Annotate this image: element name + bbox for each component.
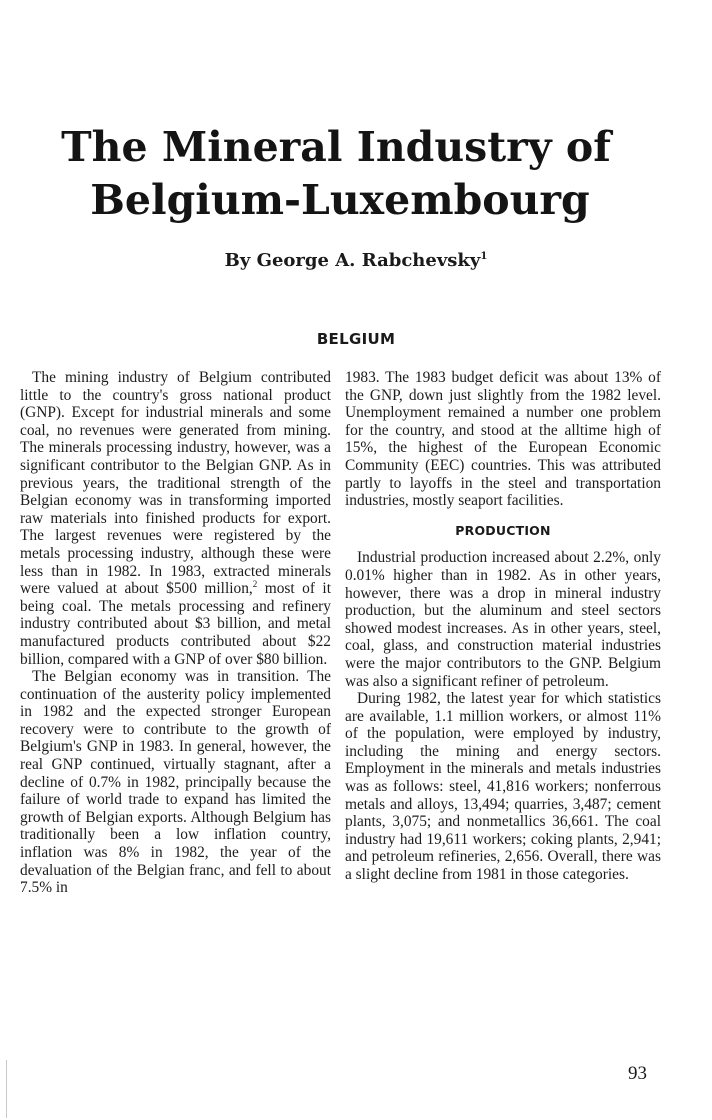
paragraph-mining-industry-text-b: most of it being coal. The metals processing and refinery industry contributed about $3 billion, and metal manufactured products contributed about $22 billion, compared with a GNP of over $80 billion.: [20, 580, 331, 668]
scan-edge-mark: [6, 1060, 7, 1118]
paragraph-budget-deficit: 1983. The 1983 budget deficit was about 13% of the GNP, down just slightly from the 1982 level. Unemployment remained a number one problem for the country, and stood at the alltime high of 15%, the highest of the European Economic Community (EEC) countries. This was attributed partly to layoffs in the steel and transportation industries, mostly seaport facilities.: [345, 369, 661, 510]
author-name: By George A. Rabchevsky: [224, 250, 481, 271]
author-footnote-mark: 1: [480, 251, 488, 262]
page-title-line-1: The Mineral Industry of: [61, 123, 611, 171]
section-heading-belgium: BELGIUM: [316, 330, 396, 348]
paragraph-economy-transition: The Belgian economy was in transition. The continuation of the austerity policy implemented in 1982 and the expected stronger European recovery were to contribute to the growth of Belgium's GNP in 1983. In general, however, the real GNP continued, virtually stagnant, after a decline of 0.7% in 1982, principally because the failure of world trade to expand has limited the growth of Belgian exports. Although Belgium has traditionally been a low inflation country, inflation was 8% in 1982, the year of the devaluation of the Belgian franc, and fell to about 7.5% in: [20, 668, 331, 897]
page-title-line-2: Belgium-Luxembourg: [90, 176, 590, 224]
paragraph-employment: During 1982, the latest year for which statistics are available, 1.1 million workers, or almost 11% of the population, were employed by industry, including the mining and energy sectors. Employment in the minerals and metals industries was as follows: steel, 41,816 workers; nonferrous metals and alloys, 13,494; quarries, 3,487; cement plants, 3,075; and nonmetallics 36,661. The coal industry had 19,611 workers; coking plants, 2,941; and petroleum refineries, 2,656. Overall, there was a slight decline from 1981 in those categories.: [345, 690, 661, 884]
footnote-mark-2: 2: [252, 579, 258, 589]
left-column: [20, 369, 331, 897]
page-number: 93: [628, 1063, 647, 1084]
paragraph-mining-industry-text-a: The mining industry of Belgium contributed little to the country's gross national product (GNP). Except for industrial minerals and some coal, no revenues were generated from mining. The minerals processing industry, however, was a significant contributor to the Belgian GNP. As in previous years, the traditional strength of the Belgian economy was in transforming imported raw materials into finished products for export. The largest revenues were registered by the metals processing industry, although these were less than in 1982. In 1983, extracted minerals were valued at about $500 million,: [20, 369, 331, 598]
author-byline: [0, 250, 712, 271]
paragraph-industrial-production: Industrial production increased about 2.2%, only 0.01% higher than in 1982. As in other years, however, there was a drop in mineral industry production, but the aluminum and steel sectors showed modest increases. As in other years, steel, coal, glass, and construction material industries were the major contributors to the GNP. Belgium was also a significant refiner of petroleum.: [345, 549, 661, 690]
subheading-production: PRODUCTION: [455, 522, 551, 538]
paragraph-mining-industry: [20, 369, 331, 668]
right-column: [345, 369, 661, 884]
